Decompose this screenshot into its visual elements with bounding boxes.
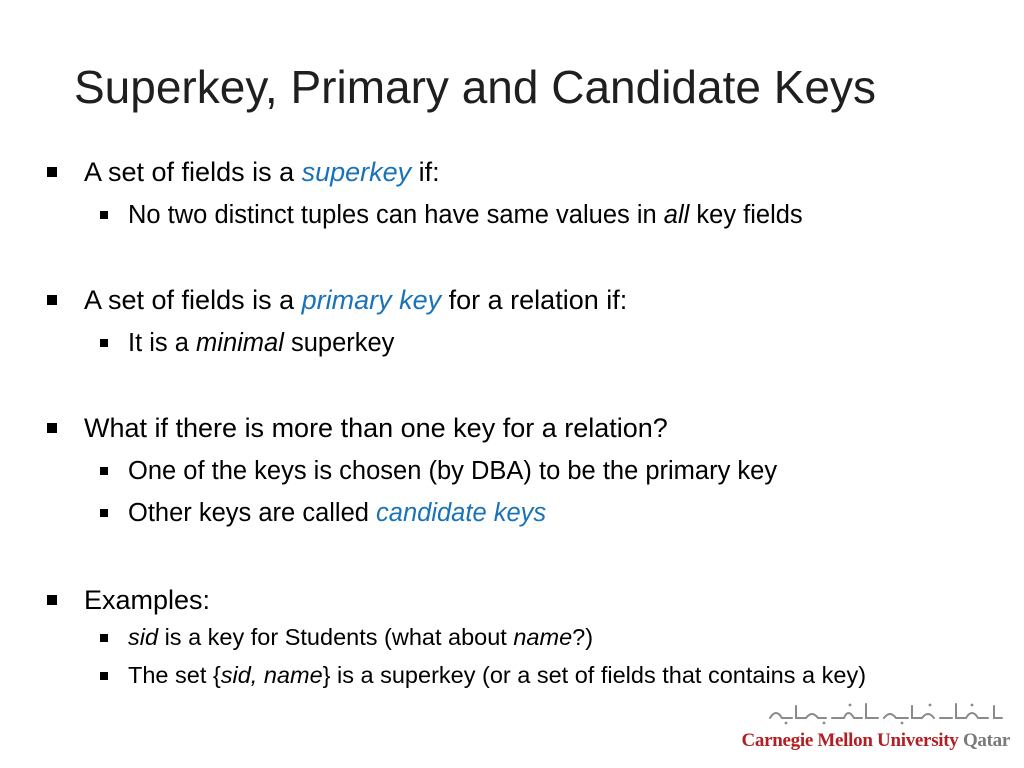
sub-bullet-marker — [100, 672, 108, 680]
bullet-text: Examples: — [84, 585, 211, 615]
sub-bullet-chosen-by-dba — [128, 457, 777, 485]
sub-bullet-marker — [100, 634, 108, 642]
bullet-text: What if there is more than one key for a relation? — [84, 413, 668, 443]
bullet-text: superkey — [283, 329, 395, 357]
sub-bullet-sid-name-superkey — [128, 663, 866, 689]
bullet-marker — [47, 295, 57, 305]
bullet-marker — [47, 423, 57, 433]
bullet-marker — [47, 167, 57, 177]
sub-bullet-marker — [100, 339, 108, 347]
sub-bullet-marker — [100, 467, 108, 475]
cmu-qatar-logo — [741, 698, 1012, 754]
bullet-text: It is a — [128, 329, 197, 357]
logo-qatar: Qatar — [962, 730, 1010, 751]
bullet-text: A set of fields is a — [84, 285, 302, 315]
sub-bullet-minimal-superkey — [128, 329, 394, 357]
emphasis: minimal — [196, 329, 284, 357]
bullet-marker — [47, 595, 57, 605]
bullet-text: One of the keys is chosen (by DBA) to be the primary key — [128, 457, 778, 485]
bullet-more-than-one-key — [84, 414, 668, 444]
term-candidate-keys: candidate keys — [376, 499, 547, 527]
emphasis: sid — [128, 624, 159, 650]
bullet-text: The set { — [128, 662, 221, 688]
bullet-primary-key — [84, 286, 627, 316]
slide-title: Superkey, Primary and Candidate Keys — [74, 61, 876, 113]
logo-wordmark — [742, 730, 1011, 752]
logo-university-name: Carnegie Mellon University — [741, 730, 959, 751]
arabic-wordmark-icon — [766, 700, 1006, 726]
bullet-text: ?) — [572, 624, 594, 650]
bullet-text: key fields — [689, 201, 803, 229]
sub-bullet-superkey-definition — [128, 201, 803, 229]
sub-bullet-candidate-keys — [128, 499, 546, 527]
bullet-text: for a relation if: — [441, 285, 628, 315]
term-superkey: superkey — [301, 157, 412, 187]
emphasis: all — [663, 201, 690, 229]
sub-bullet-sid-key — [128, 625, 593, 651]
bullet-text: if: — [411, 157, 440, 187]
bullet-text: } is a superkey (or a set of fields that contains a key) — [322, 662, 867, 688]
bullet-examples — [84, 586, 210, 616]
emphasis: sid, name — [220, 662, 323, 688]
bullet-text: No two distinct tuples can have same values in — [128, 201, 664, 229]
bullet-text: Other keys are called — [128, 499, 377, 527]
bullet-text: is a key for Students (what about — [158, 624, 514, 650]
term-primary-key: primary key — [301, 285, 442, 315]
emphasis: name — [513, 624, 573, 650]
sub-bullet-marker — [100, 509, 108, 517]
bullet-text: A set of fields is a — [84, 157, 302, 187]
sub-bullet-marker — [100, 211, 108, 219]
bullet-superkey — [84, 158, 440, 188]
